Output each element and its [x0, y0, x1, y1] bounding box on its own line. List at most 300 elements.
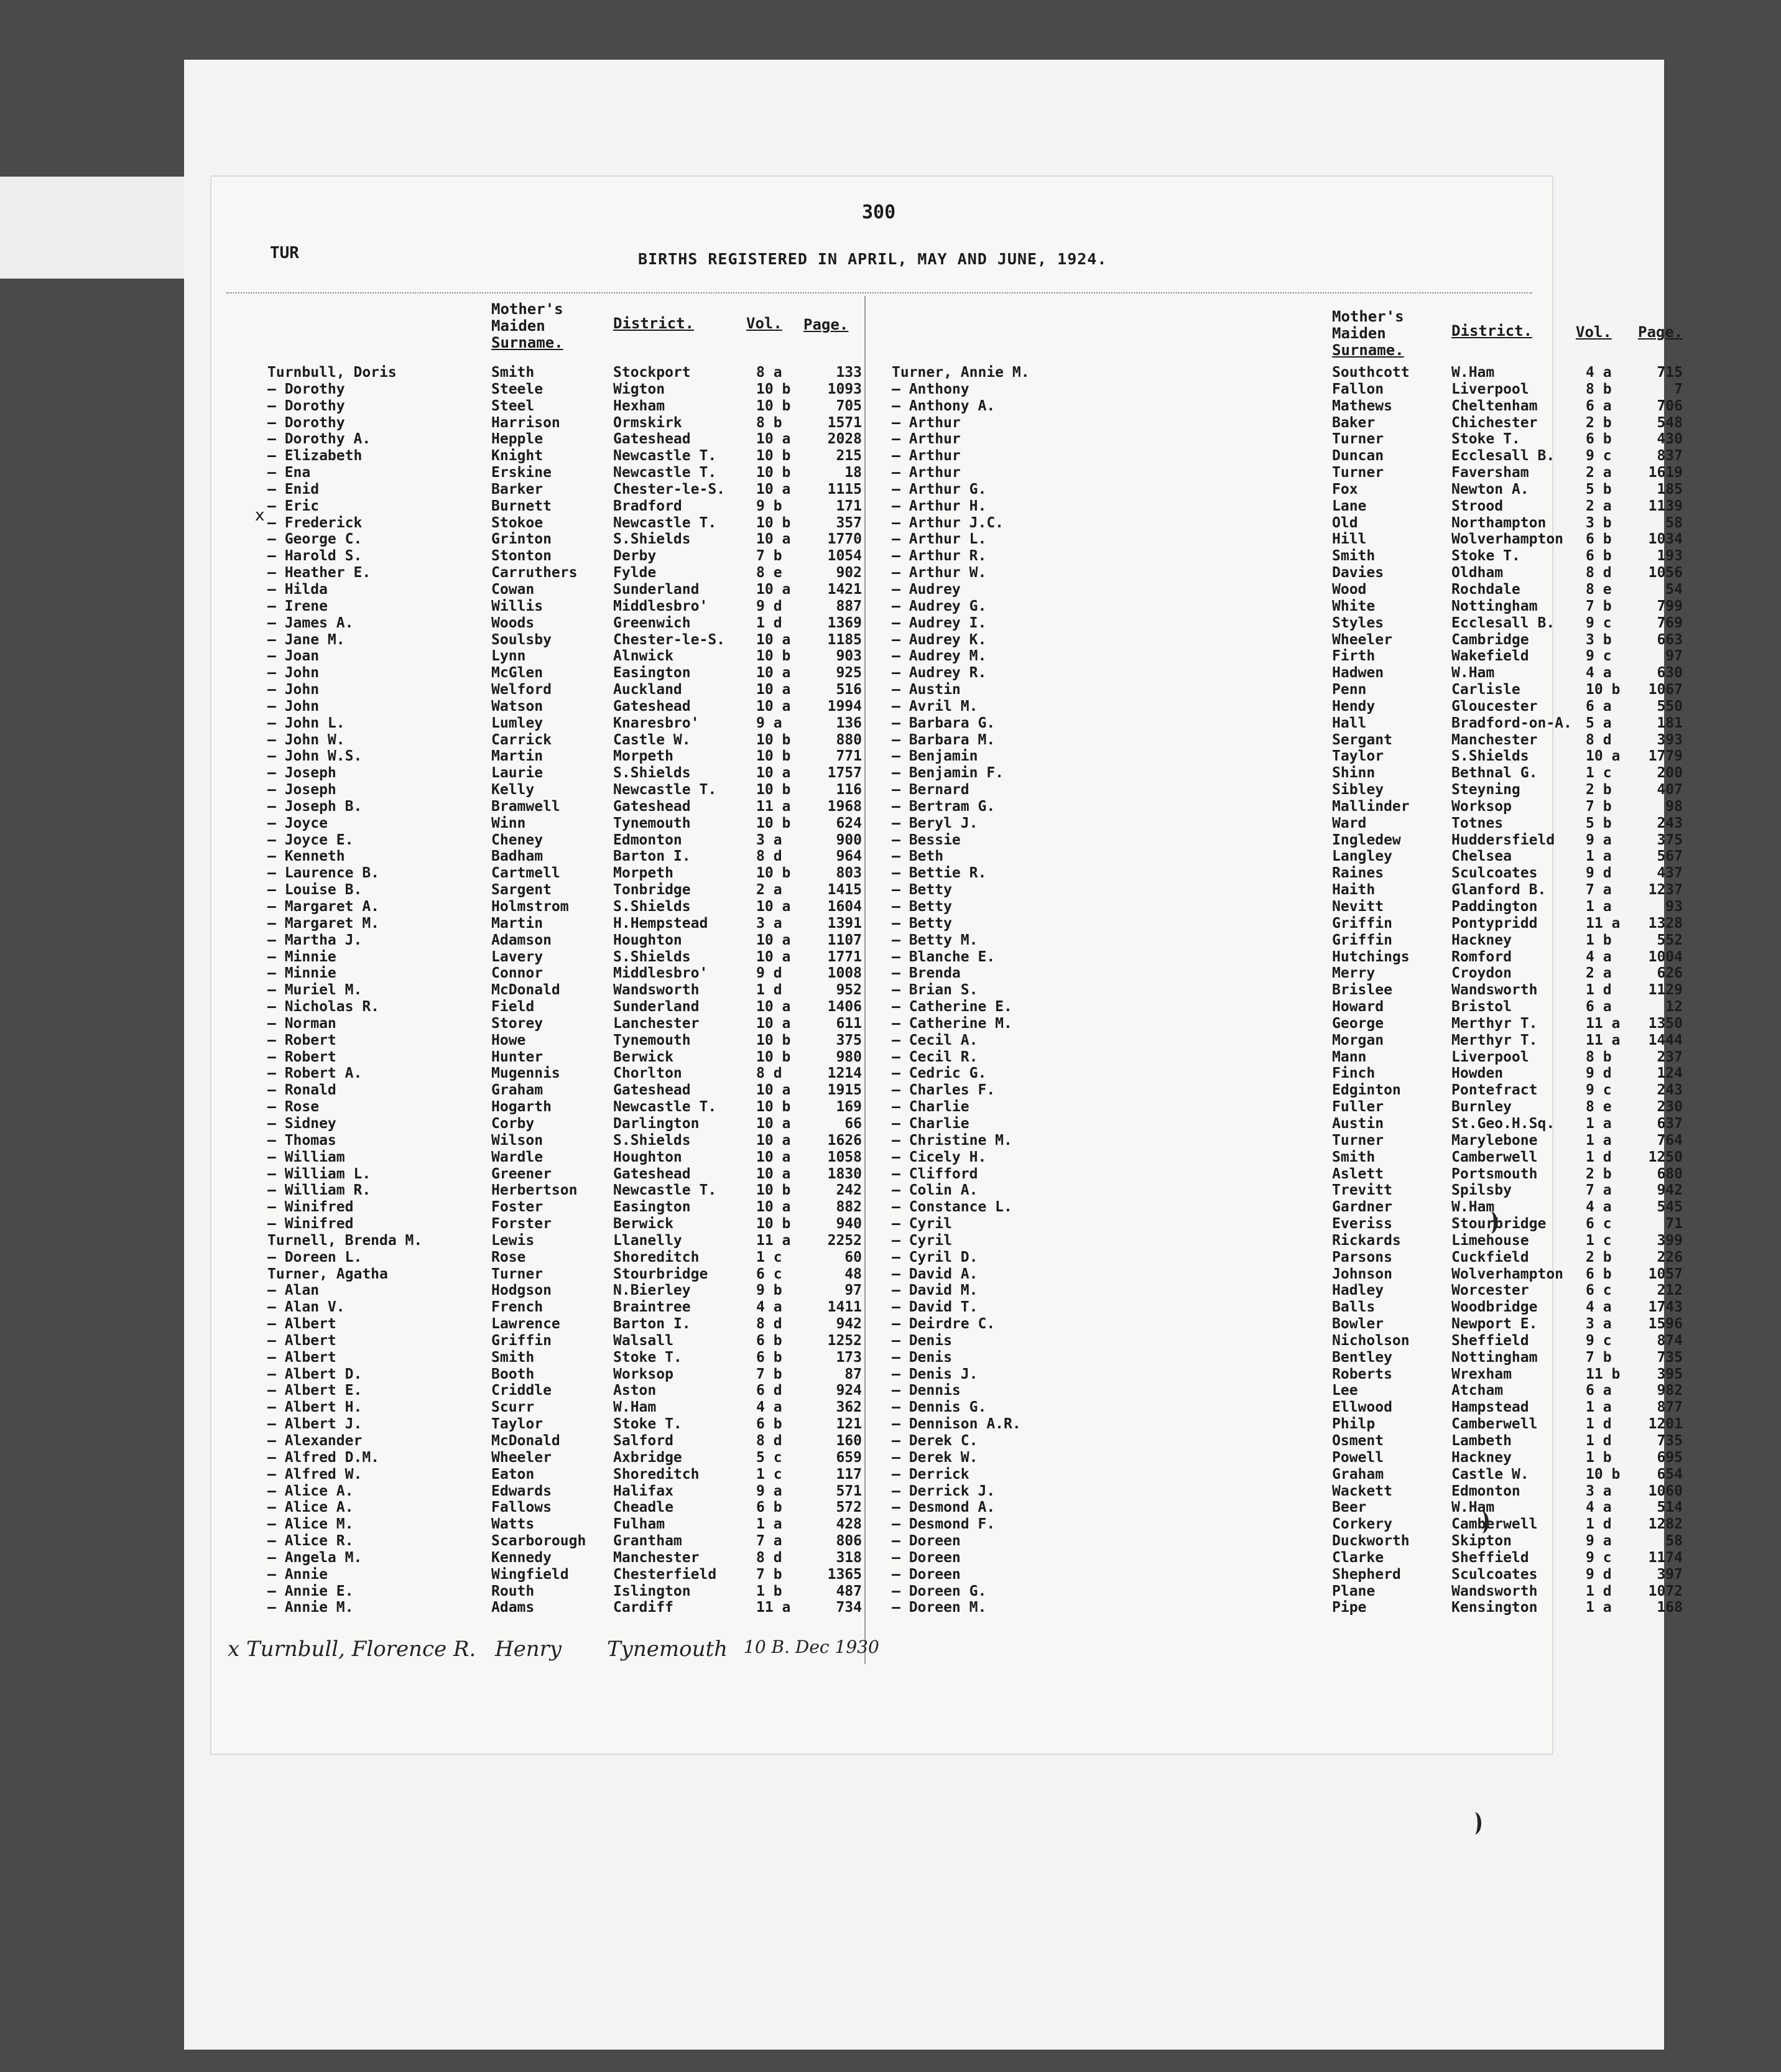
district: Newcastle T. [613, 1182, 717, 1199]
child-name: — Albert [267, 1332, 336, 1349]
child-name: — Betty M. [892, 932, 978, 948]
mother-maiden-surname: Langley [1332, 848, 1392, 865]
punch-hole [1468, 1812, 1481, 1834]
child-name: — Joyce E. [267, 831, 354, 848]
volume: 10 a [756, 999, 791, 1015]
mother-maiden-surname: Finch [1332, 1065, 1376, 1082]
page-ref: 212 [1657, 1282, 1683, 1299]
child-name: — Thomas [267, 1132, 336, 1149]
page-ref: 924 [836, 1382, 862, 1399]
register-row [267, 865, 914, 882]
page-ref: 2252 [827, 1232, 862, 1249]
child-name: — John [267, 682, 320, 698]
district: Bethnal G. [1451, 765, 1538, 782]
child-name: — Alfred W. [267, 1466, 363, 1482]
page-ref: 1072 [1648, 1583, 1683, 1599]
mother-maiden-surname: Hill [1332, 531, 1367, 548]
page-ref: 903 [836, 648, 862, 665]
register-row [892, 531, 1700, 548]
register-row [892, 1116, 1700, 1132]
child-name: — Dennis G. [892, 1399, 987, 1416]
page-ref: 803 [836, 865, 862, 882]
register-row [267, 648, 914, 665]
district: Spilsby [1451, 1182, 1512, 1199]
mother-maiden-surname: Everiss [1332, 1216, 1392, 1233]
mother-maiden-surname: Brislee [1332, 982, 1392, 999]
child-name: — Deirdre C. [892, 1316, 996, 1333]
page-ref: 362 [836, 1399, 862, 1416]
district: Sculcoates [1451, 865, 1538, 882]
margin-x-mark: x [255, 506, 265, 525]
register-row [267, 1266, 914, 1283]
child-name: — Annie M. [267, 1599, 354, 1616]
district: Woodbridge [1451, 1299, 1538, 1316]
register-row [892, 431, 1700, 448]
volume: 2 a [1586, 497, 1612, 514]
volume: 1 b [756, 1583, 782, 1599]
column-header [267, 296, 914, 364]
volume: 10 a [756, 1199, 791, 1216]
volume: 1 b [1586, 1449, 1612, 1466]
child-name: — Joan [267, 648, 320, 665]
page-ref: 715 [1657, 364, 1683, 381]
register-row [892, 1015, 1700, 1032]
volume: 6 b [756, 1416, 782, 1433]
district: W.Ham [1451, 1199, 1495, 1216]
district: Cheadle [613, 1499, 673, 1516]
mother-maiden-surname: Howe [491, 1032, 526, 1048]
child-name: — Bernard [892, 782, 969, 798]
register-row [892, 465, 1700, 481]
volume: 6 d [756, 1382, 782, 1399]
page-ref: 215 [836, 448, 862, 465]
mother-maiden-surname: Morgan [1332, 1032, 1384, 1048]
district: Wakefield [1451, 648, 1529, 665]
volume: 10 a [756, 665, 791, 682]
register-row [267, 848, 914, 865]
district: Kensington [1451, 1599, 1538, 1616]
volume: 10 b [756, 731, 791, 748]
page-ref: 550 [1657, 698, 1683, 715]
column-header [892, 296, 1700, 364]
child-name: — Blanche E. [892, 948, 996, 965]
register-row [267, 598, 914, 615]
child-name: — Robert [267, 1032, 336, 1048]
page-ref: 230 [1657, 1099, 1683, 1116]
punch-hole [1475, 1511, 1489, 1533]
mother-maiden-surname: Lumley [491, 715, 544, 731]
register-row [892, 1166, 1700, 1183]
district-header: District. [1451, 322, 1533, 340]
register-row [892, 1199, 1700, 1216]
district: Manchester [1451, 731, 1538, 748]
child-name: — Charlie [892, 1115, 969, 1132]
mother-maiden-surname: McDonald [491, 982, 560, 999]
page-ref: 185 [1657, 481, 1683, 497]
register-row [892, 1132, 1700, 1149]
child-name: — Albert [267, 1316, 336, 1333]
mother-maiden-surname: Ward [1332, 815, 1367, 831]
district: S.Shields [613, 899, 691, 915]
volume: 1 c [756, 1466, 782, 1482]
district: Worcester [1451, 1282, 1529, 1299]
child-name: — Brenda [892, 965, 961, 982]
volume: 9 d [1586, 865, 1612, 882]
header-line: Mother's [1332, 308, 1404, 325]
page-ref: 654 [1657, 1466, 1683, 1482]
page-ref: 1282 [1648, 1516, 1683, 1533]
mother-maiden-surname: Old [1332, 514, 1358, 531]
page-ref: 12 [1665, 999, 1683, 1015]
child-name: — Hilda [267, 581, 328, 598]
district: Alnwick [613, 648, 673, 665]
mother-maiden-surname: Wood [1332, 581, 1367, 598]
district: Limehouse [1451, 1232, 1529, 1249]
child-name: — Betty [892, 899, 952, 915]
volume: 6 a [1586, 698, 1612, 715]
register-row [892, 832, 1700, 849]
child-name: — Denis J. [892, 1366, 978, 1382]
volume: 10 b [756, 465, 791, 481]
volume: 6 c [1586, 1216, 1612, 1233]
volume: 10 a [756, 899, 791, 915]
mother-maiden-surname: Hendy [1332, 698, 1376, 715]
register-row [892, 1149, 1700, 1166]
district: Camberwell [1451, 1149, 1538, 1165]
district: Stourbridge [1451, 1216, 1547, 1233]
register-row [267, 949, 914, 966]
volume: 6 b [1586, 548, 1612, 565]
district: S.Shields [1451, 748, 1529, 765]
volume: 10 b [756, 514, 791, 531]
page-ref: 626 [1657, 965, 1683, 982]
handwritten-mother: Henry [495, 1637, 562, 1662]
child-name: — Cyril [892, 1232, 952, 1249]
volume: 8 d [756, 1549, 782, 1566]
district: Easington [613, 665, 691, 682]
district: Liverpool [1451, 381, 1529, 397]
vol-header: Vol. [1576, 323, 1612, 341]
mother-maiden-surname: Turner [1332, 431, 1384, 448]
district: Barton I. [613, 848, 691, 865]
mother-maiden-surname: Duckworth [1332, 1533, 1410, 1550]
volume: 9 a [756, 715, 782, 731]
register-row [892, 682, 1700, 698]
register-row [267, 615, 914, 632]
district: S.Shields [613, 1132, 691, 1149]
mother-maiden-surname: Lee [1332, 1382, 1358, 1399]
volume: 9 a [756, 1482, 782, 1499]
register-row [892, 1466, 1700, 1483]
mother-maiden-surname: Lewis [491, 1232, 535, 1249]
page-ref: 58 [1665, 1533, 1683, 1550]
district: Howden [1451, 1065, 1504, 1082]
child-name: — Robert A. [267, 1065, 363, 1082]
handwritten-name: Turnbull, Florence R. [246, 1637, 476, 1662]
volume: 1 a [1586, 1115, 1612, 1132]
volume: 10 a [756, 682, 791, 698]
district: Cuckfield [1451, 1249, 1529, 1265]
mother-maiden-surname: Turner [491, 1265, 544, 1282]
page-ref: 1067 [1648, 682, 1683, 698]
child-name: — David T. [892, 1299, 978, 1316]
mother-maiden-surname: Cheney [491, 831, 544, 848]
register-row [267, 815, 914, 832]
volume: 5 c [756, 1449, 782, 1466]
mother-maiden-surname: Lane [1332, 497, 1367, 514]
page-ref: 1365 [827, 1566, 862, 1583]
child-name: — Alice A. [267, 1499, 354, 1516]
mother-maiden-surname: George [1332, 1015, 1384, 1032]
page-ref: 1174 [1648, 1549, 1683, 1566]
mother-maiden-surname: Sargent [491, 882, 552, 899]
register-row [892, 632, 1700, 649]
mother-maiden-surname: Wheeler [491, 1449, 552, 1466]
register-row [892, 1299, 1700, 1316]
page-ref: 1757 [827, 765, 862, 782]
district: Gateshead [613, 431, 691, 448]
child-name: — John [267, 698, 320, 715]
mother-maiden-surname: Steele [491, 381, 544, 397]
register-row [892, 798, 1700, 815]
mother-maiden-surname: Laurie [491, 765, 544, 782]
volume: 10 b [1586, 682, 1621, 698]
district: Stoke T. [613, 1349, 682, 1366]
child-name: — Audrey R. [892, 665, 987, 682]
district: Newton A. [1451, 481, 1529, 497]
child-name: — Catherine M. [892, 1015, 1012, 1032]
mother-maiden-surname: Osment [1332, 1433, 1384, 1449]
volume: 4 a [1586, 1199, 1612, 1216]
district: Hexham [613, 397, 665, 414]
page-ref: 66 [844, 1115, 862, 1132]
child-name: — Benjamin F. [892, 765, 1004, 782]
volume: 10 a [756, 948, 791, 965]
volume: 10 b [756, 397, 791, 414]
register-row [267, 1533, 914, 1550]
header-line: Maiden [1332, 325, 1386, 342]
volume: 8 d [756, 1316, 782, 1333]
volume: 7 b [756, 1366, 782, 1382]
district: Edmonton [613, 831, 682, 848]
page-ref: 71 [1665, 1216, 1683, 1233]
district: Gateshead [613, 1082, 691, 1099]
surname-code: TUR [270, 244, 299, 262]
page-ref: 545 [1657, 1199, 1683, 1216]
volume: 8 b [1586, 1048, 1612, 1065]
district: Castle W. [613, 731, 691, 748]
register-row [267, 481, 914, 498]
mother-maiden-surname: French [491, 1299, 544, 1316]
child-name: — Sidney [267, 1115, 336, 1132]
mother-maiden-surname: Edginton [1332, 1082, 1401, 1099]
register-row [267, 1182, 914, 1199]
page-ref: 1415 [827, 882, 862, 899]
mother-maiden-surname: Taylor [1332, 748, 1384, 765]
mother-maiden-surname: Haith [1332, 882, 1376, 899]
district: Hackney [1451, 932, 1512, 948]
volume: 6 b [1586, 1265, 1612, 1282]
header-line: Surname. [1332, 341, 1404, 359]
district: S.Shields [613, 948, 691, 965]
child-name: — Arthur [892, 414, 961, 431]
mother-maiden-surname: Scurr [491, 1399, 535, 1416]
child-name: — Minnie [267, 948, 336, 965]
page-ref: 181 [1657, 715, 1683, 731]
child-name: — Arthur J.C. [892, 514, 1004, 531]
volume: 10 a [756, 1165, 791, 1182]
page-number: 300 [862, 201, 896, 223]
register-row [267, 1316, 914, 1333]
page-ref: 375 [1657, 831, 1683, 848]
volume: 2 b [1586, 1249, 1612, 1265]
register-row [892, 1450, 1700, 1466]
mother-maiden-surname: Griffin [491, 1332, 552, 1349]
mother-maiden-surname: Watson [491, 698, 544, 715]
page-ref: 1237 [1648, 882, 1683, 899]
child-name: — Irene [267, 598, 328, 614]
volume: 10 b [756, 648, 791, 665]
volume: 7 b [1586, 798, 1612, 815]
district: Gateshead [613, 698, 691, 715]
district: Auckland [613, 682, 682, 698]
child-name: — Bessie [892, 831, 961, 848]
scan-edge [0, 177, 184, 279]
district: Totnes [1451, 815, 1504, 831]
page-ref: 243 [1657, 1082, 1683, 1099]
page-ref: 1201 [1648, 1416, 1683, 1433]
child-name: — Nicholas R. [267, 999, 380, 1015]
district: Rochdale [1451, 581, 1520, 598]
child-name: — Alexander [267, 1433, 363, 1449]
child-name: — Albert E. [267, 1382, 363, 1399]
page-ref: 1770 [827, 531, 862, 548]
child-name: — Albert [267, 1349, 336, 1366]
register-row [892, 515, 1700, 532]
page-ref: 393 [1657, 731, 1683, 748]
register-row [892, 1282, 1700, 1299]
page-ref: 1093 [827, 381, 862, 397]
volume: 8 d [756, 1433, 782, 1449]
page-ref: 735 [1657, 1433, 1683, 1449]
volume: 10 a [756, 765, 791, 782]
register-row [267, 448, 914, 465]
page-ref: 1056 [1648, 565, 1683, 581]
child-name: — Louise B. [267, 882, 363, 899]
district: Carlisle [1451, 682, 1520, 698]
child-name: — Alice M. [267, 1516, 354, 1533]
district: Wigton [613, 381, 665, 397]
register-row [267, 932, 914, 949]
district: Merthyr T. [1451, 1032, 1538, 1048]
page-ref: 980 [836, 1048, 862, 1065]
volume: 6 a [1586, 397, 1612, 414]
mother-maiden-surname: Willis [491, 598, 544, 614]
district: Fylde [613, 565, 657, 581]
page-ref: 925 [836, 665, 862, 682]
mother-maiden-surname: Scarborough [491, 1533, 586, 1550]
mother-maiden-surname: Parsons [1332, 1249, 1392, 1265]
register-row [267, 1399, 914, 1416]
volume: 10 a [756, 1149, 791, 1165]
volume: 8 d [1586, 565, 1612, 581]
register-row [892, 1382, 1700, 1399]
volume: 1 d [756, 614, 782, 631]
page-ref: 1391 [827, 915, 862, 932]
volume: 1 d [1586, 1583, 1612, 1599]
page-ref: 1057 [1648, 1265, 1683, 1282]
page-ref: 437 [1657, 865, 1683, 882]
district: Tonbridge [613, 882, 691, 899]
mother-maiden-surname: Shepherd [1332, 1566, 1401, 1583]
volume: 9 a [1586, 1533, 1612, 1550]
district: Chester-le-S. [613, 481, 726, 497]
volume: 9 d [756, 965, 782, 982]
volume: 4 a [756, 1399, 782, 1416]
volume: 10 b [756, 381, 791, 397]
mother-maiden-surname: Shinn [1332, 765, 1376, 782]
district: Newcastle T. [613, 465, 717, 481]
child-name: — Doreen [892, 1533, 961, 1550]
volume: 11 a [1586, 1015, 1621, 1032]
child-name: — Dennis [892, 1382, 961, 1399]
child-name: — Elizabeth [267, 448, 363, 465]
child-name: — Cedric G. [892, 1065, 987, 1082]
mother-maiden-surname: Austin [1332, 1115, 1384, 1132]
district: S.Shields [613, 765, 691, 782]
register-row [267, 465, 914, 481]
volume: 4 a [1586, 948, 1612, 965]
page-ref: 428 [836, 1516, 862, 1533]
child-name: — Arthur [892, 448, 961, 465]
district: Chichester [1451, 414, 1538, 431]
register-row [267, 1082, 914, 1099]
district: Northampton [1451, 514, 1547, 531]
child-name: — Barbara G. [892, 715, 996, 731]
register-row [267, 1416, 914, 1433]
child-name: — Margaret A. [267, 899, 380, 915]
district: Halifax [613, 1482, 673, 1499]
child-name: — Avril M. [892, 698, 978, 715]
register-row [892, 1533, 1700, 1550]
child-name: — Joseph [267, 765, 336, 782]
district: Darlington [613, 1115, 700, 1132]
register-row [892, 748, 1700, 765]
maiden-surname-header [1332, 308, 1404, 359]
mother-maiden-surname: Steel [491, 397, 535, 414]
register-row [267, 1516, 914, 1533]
page-ref: 1252 [827, 1332, 862, 1349]
district: Hackney [1451, 1449, 1512, 1466]
page-ref: 1058 [827, 1149, 862, 1165]
mother-maiden-surname: Taylor [491, 1416, 544, 1433]
page-ref: 357 [836, 514, 862, 531]
child-name: — Eric [267, 497, 320, 514]
page-ref: 54 [1665, 581, 1683, 598]
mother-maiden-surname: Martin [491, 748, 544, 765]
child-name: — Enid [267, 481, 320, 497]
volume: 6 a [1586, 999, 1612, 1015]
mother-maiden-surname: Hutchings [1332, 948, 1410, 965]
mother-maiden-surname: Cartmell [491, 865, 560, 882]
district: Middlesbro' [613, 598, 708, 614]
mother-maiden-surname: Graham [491, 1082, 544, 1099]
heading-rule [226, 292, 1532, 294]
child-name: — Anthony [892, 381, 969, 397]
child-name: — Derek C. [892, 1433, 978, 1449]
district: Morpeth [613, 865, 673, 882]
page-ref: 769 [1657, 614, 1683, 631]
